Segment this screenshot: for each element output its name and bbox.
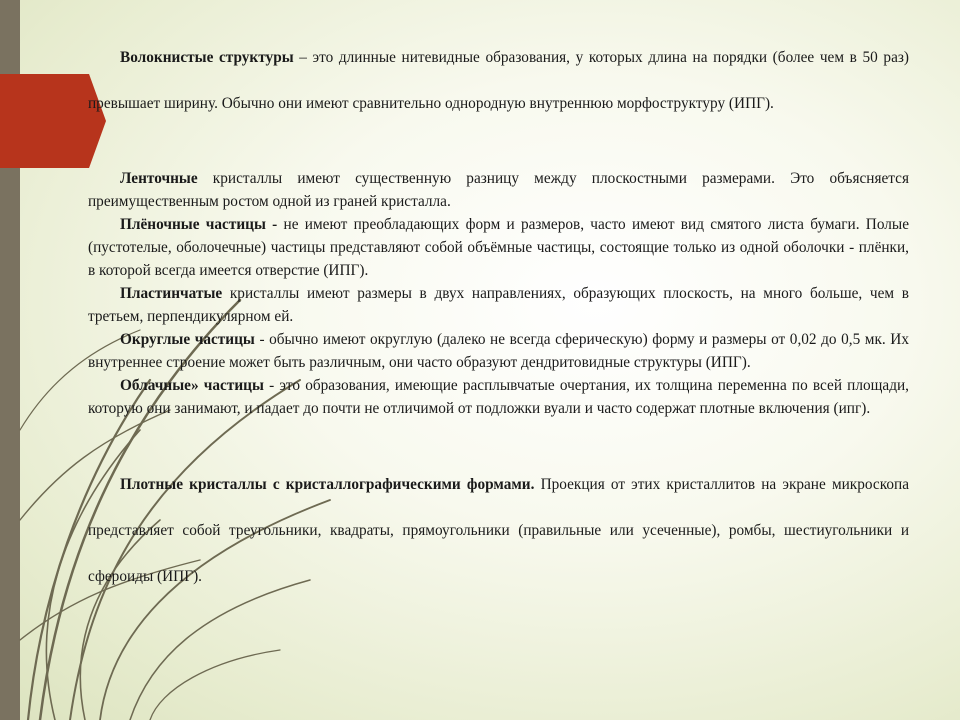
term-plate: Пластинчатые xyxy=(120,285,223,302)
text-cloud: - это образования, имеющие расплывчатые очертания, их толщина переменна по всей площади, которую они занимают, и падает до почти не отличимой от подложки вуали и часто содержат плотные включения (ипг). xyxy=(88,377,909,417)
paragraph-fibrous xyxy=(88,35,909,127)
term-film: Плёночные частицы - xyxy=(120,216,278,233)
text-film: не имеют преобладающих форм и размеров, часто имеют вид смятого листа бумаги. Полые (пустотелые, оболочечные) частицы представляют собой объёмные частицы, состоящие только из одной оболочки - плёнки, в которой всегда имеется отверстие (ИПГ). xyxy=(88,216,909,279)
paragraph-dense xyxy=(88,462,909,600)
text-round: - обычно имеют округлую (далеко не всегда сферическую) форму и размеры от 0,02 до 0,5 мк. Их внутреннее строение может быть различным, они часто образуют дендритовидные структуры (ИПГ). xyxy=(88,331,909,371)
text-fibrous: – это длинные нитевидные образования, у которых длина на порядки (более чем в 50 раз) превышает ширину. Обычно они имеют сравнительно однородную внутреннюю морфоструктуру (ИПГ). xyxy=(88,49,909,112)
paragraph-group-middle xyxy=(88,167,909,420)
term-cloud: Облачные» частицы xyxy=(120,377,264,394)
text-ribbon: кристаллы имеют существенную разницу между плоскостными размерами. Это объясняется преимущественным ростом одной из граней кристалла. xyxy=(88,170,909,210)
paragraph-film xyxy=(88,213,909,282)
term-fibrous: Волокнистые структуры xyxy=(120,49,294,66)
term-round: Округлые частицы xyxy=(120,331,255,348)
paragraph-ribbon xyxy=(88,167,909,213)
text-dense: Проекция от этих кристаллитов на экране микроскопа представляет собой треугольники, квадраты, прямоугольники (правильные или усеченные), ромбы, шестиугольники и сфероиды (ИПГ). xyxy=(88,476,909,585)
text-plate: кристаллы имеют размеры в двух направлениях, образующих плоскость, на много больше, чем в третьем, перпендикулярном ей. xyxy=(88,285,909,325)
term-dense: Плотные кристаллы с кристаллографическими формами. xyxy=(120,476,535,493)
paragraph-plate xyxy=(88,282,909,328)
term-ribbon: Ленточные xyxy=(120,170,198,187)
paragraph-cloud xyxy=(88,374,909,420)
paragraph-round xyxy=(88,328,909,374)
